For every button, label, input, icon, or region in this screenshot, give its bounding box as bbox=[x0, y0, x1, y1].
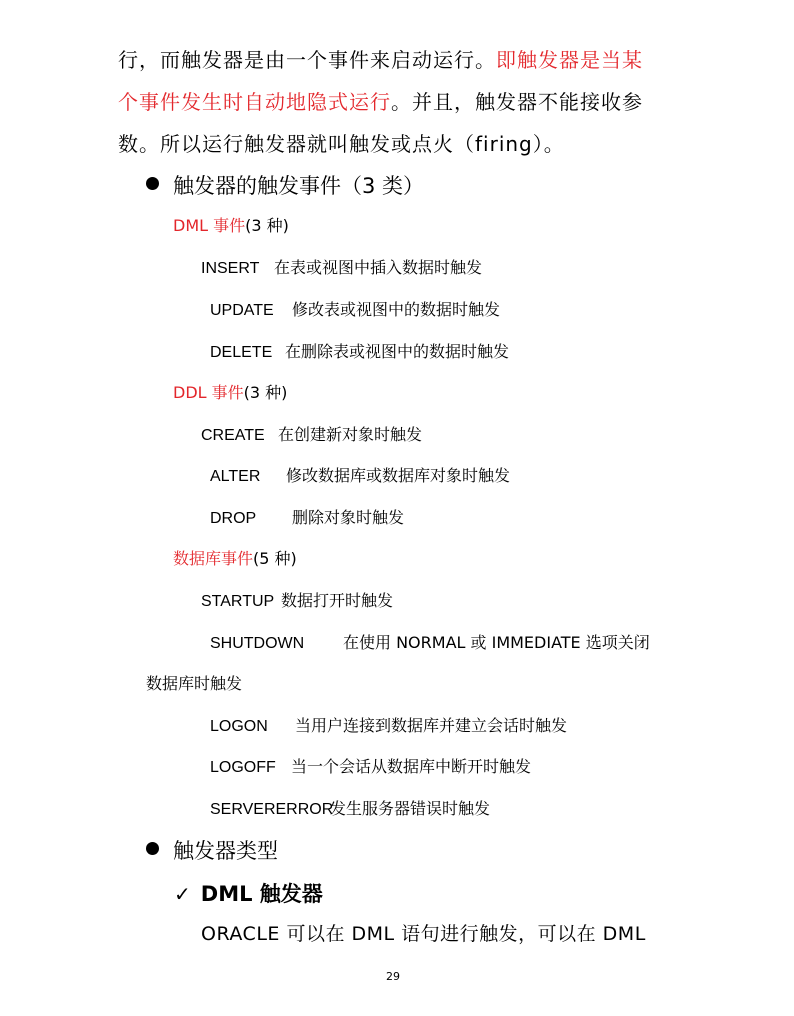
dml-trigger-heading bbox=[174, 878, 323, 908]
event-item-logoff bbox=[210, 756, 531, 779]
event-keyword: UPDATE bbox=[210, 302, 274, 319]
subheading-count: (3 种) bbox=[243, 383, 288, 402]
ddl-events-heading bbox=[173, 382, 287, 404]
event-keyword: STARTUP bbox=[201, 593, 275, 610]
checkmark-icon: ✓ bbox=[174, 882, 191, 906]
page-number: 29 bbox=[386, 970, 400, 983]
event-item-alter bbox=[210, 465, 510, 488]
dml-events-heading bbox=[173, 215, 289, 237]
event-item-logon bbox=[210, 715, 567, 738]
event-keyword: CREATE bbox=[201, 427, 265, 444]
highlight-text: 个事件发生时自动地隐式运行 bbox=[118, 90, 391, 114]
subheading-count: (3 种) bbox=[245, 216, 289, 235]
event-keyword: LOGON bbox=[210, 718, 268, 735]
dml-trigger-body: ORACLE 可以在 DML 语句进行触发，可以在 DML bbox=[201, 923, 646, 945]
event-description: 在删除表或视图中的数据时触发 bbox=[285, 342, 510, 361]
section-title: 触发器类型 bbox=[173, 839, 278, 863]
subsection-title: DML 触发器 bbox=[200, 882, 323, 906]
event-item-insert bbox=[201, 257, 482, 280]
event-item-startup bbox=[201, 590, 393, 613]
subheading-count: (5 种) bbox=[253, 549, 297, 568]
event-keyword: SERVERERROR bbox=[210, 801, 334, 818]
subheading-label: DML 事件 bbox=[173, 216, 246, 235]
event-description: 当用户连接到数据库并建立会话时触发 bbox=[295, 716, 568, 735]
event-description: 修改数据库或数据库对象时触发 bbox=[286, 466, 511, 485]
event-keyword: DELETE bbox=[210, 344, 273, 361]
event-keyword: ALTER bbox=[210, 468, 261, 485]
event-description: 发生服务器错误时触发 bbox=[330, 799, 491, 818]
event-keyword: LOGOFF bbox=[210, 759, 276, 776]
event-item-update bbox=[210, 299, 500, 322]
paragraph-text: 。并且，触发器不能接收参 bbox=[391, 90, 643, 114]
subheading-label: DDL 事件 bbox=[173, 383, 244, 402]
paragraph-text: 行，而触发器是由一个事件来启动运行。 bbox=[118, 48, 496, 72]
section-heading-types bbox=[146, 837, 278, 865]
event-item-delete bbox=[210, 341, 509, 364]
event-keyword: DROP bbox=[210, 510, 257, 527]
highlight-text: 即触发器是当某 bbox=[496, 48, 643, 72]
event-item-shutdown bbox=[210, 632, 650, 655]
section-title: 触发器的触发事件（3 类） bbox=[173, 174, 425, 198]
database-events-heading bbox=[173, 548, 297, 570]
paragraph-line-2 bbox=[118, 88, 643, 116]
subheading-label: 数据库事件 bbox=[173, 549, 254, 568]
event-description: 在表或视图中插入数据时触发 bbox=[274, 258, 483, 277]
event-description: 在使用 NORMAL 或 IMMEDIATE 选项关闭 bbox=[343, 633, 650, 652]
event-description: 数据打开时触发 bbox=[281, 591, 394, 610]
event-keyword: SHUTDOWN bbox=[210, 635, 305, 652]
event-item-servererror bbox=[210, 798, 490, 821]
paragraph-line-3: 数。所以运行触发器就叫触发或点火（firing）。 bbox=[118, 132, 565, 156]
bullet-dot-icon bbox=[146, 177, 159, 190]
event-description: 删除对象时触发 bbox=[292, 508, 405, 527]
paragraph-line-1 bbox=[118, 46, 643, 74]
event-description: 在创建新对象时触发 bbox=[278, 425, 423, 444]
event-description: 当一个会话从数据库中断开时触发 bbox=[291, 757, 532, 776]
event-description: 修改表或视图中的数据时触发 bbox=[292, 300, 501, 319]
section-heading-events bbox=[146, 172, 424, 200]
event-item-drop bbox=[210, 507, 404, 530]
event-item-shutdown-wrap: 数据库时触发 bbox=[146, 674, 243, 693]
event-item-create bbox=[201, 424, 422, 447]
bullet-dot-icon bbox=[146, 842, 159, 855]
event-keyword: INSERT bbox=[201, 260, 260, 277]
